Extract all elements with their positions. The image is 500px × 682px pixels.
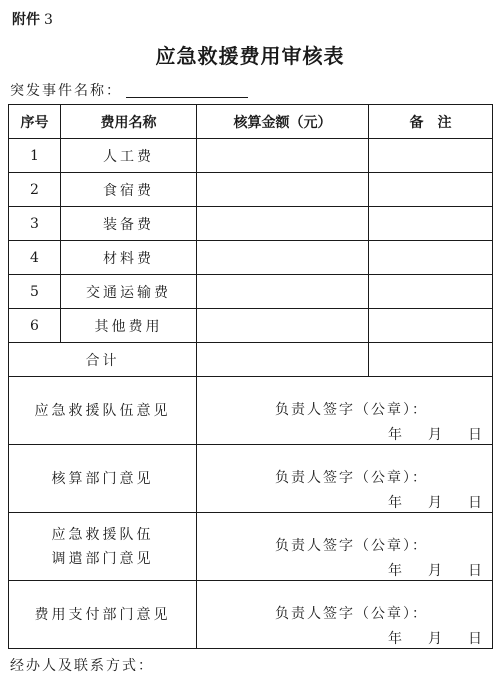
signature-cell[interactable] [197,445,493,513]
column-header-remarks: 备 注 [369,105,493,139]
sign-date: 年 月 日 [388,427,482,443]
signature-cell[interactable] [197,377,493,445]
signature-cell[interactable] [197,581,493,649]
event-name-label: 突发事件名称： [10,83,122,99]
amount-cell[interactable] [197,241,369,275]
signer-label: 负责人签字（公章）： [275,402,428,418]
opinion-label [9,445,197,513]
remarks-cell[interactable] [369,139,493,173]
opinion-label [9,581,197,649]
remarks-cell[interactable] [369,241,493,275]
sign-date: 年 月 日 [388,495,482,511]
opinion-label-line: 应急救援队伍意见 [34,402,171,419]
opinion-label [9,377,197,445]
total-label: 合计 [9,343,197,377]
opinion-label-line: 应急救援队伍 [51,526,154,543]
fee-name: 装备费 [61,207,197,241]
column-header-amount: 核算金额（元） [197,105,369,139]
table-row [9,309,493,343]
attachment-text: 附件 [12,12,40,28]
table-row [9,241,493,275]
table-row [9,173,493,207]
amount-cell[interactable] [197,173,369,207]
event-name-field[interactable] [126,97,248,98]
amount-cell[interactable] [197,207,369,241]
signer-label: 负责人签字（公章）： [275,606,428,622]
column-header-no: 序号 [9,105,61,139]
total-amount-cell[interactable] [197,343,369,377]
total-remarks-cell[interactable] [369,343,493,377]
contact-label: 经办人及联系方式： [10,658,154,674]
opinion-label-line: 核算部门意见 [51,470,154,487]
table-row [9,207,493,241]
opinion-row-dispatch [9,513,493,581]
review-table [8,104,493,649]
row-number: 1 [9,139,61,173]
row-number: 5 [9,275,61,309]
fee-name: 其他费用 [61,309,197,343]
amount-cell[interactable] [197,275,369,309]
opinion-row-payment [9,581,493,649]
remarks-cell[interactable] [369,207,493,241]
fee-name: 人工费 [61,139,197,173]
fee-name: 材料费 [61,241,197,275]
opinion-row-accounting [9,445,493,513]
sign-date: 年 月 日 [388,631,482,647]
opinion-label-line: 调遣部门意见 [51,550,154,567]
row-number: 6 [9,309,61,343]
amount-cell[interactable] [197,309,369,343]
remarks-cell[interactable] [369,275,493,309]
signature-cell[interactable] [197,513,493,581]
row-number: 4 [9,241,61,275]
column-header-fee-name: 费用名称 [61,105,197,139]
signer-label: 负责人签字（公章）： [275,470,428,486]
page-title: 应急救援费用审核表 [155,44,345,68]
attachment-number: 3 [44,12,53,28]
table-header-row [9,105,493,139]
table-row [9,275,493,309]
table-row [9,139,493,173]
opinion-label [9,513,197,581]
signer-label: 负责人签字（公章）： [275,538,428,554]
row-number: 3 [9,207,61,241]
attachment-label [12,9,53,29]
fee-name: 交通运输费 [61,275,197,309]
amount-cell[interactable] [197,139,369,173]
opinion-label-line: 费用支付部门意见 [34,606,171,623]
opinion-row-rescue-team [9,377,493,445]
remarks-cell[interactable] [369,309,493,343]
fee-name: 食宿费 [61,173,197,207]
sign-date: 年 月 日 [388,563,482,579]
remarks-cell[interactable] [369,173,493,207]
row-number: 2 [9,173,61,207]
total-row [9,343,493,377]
